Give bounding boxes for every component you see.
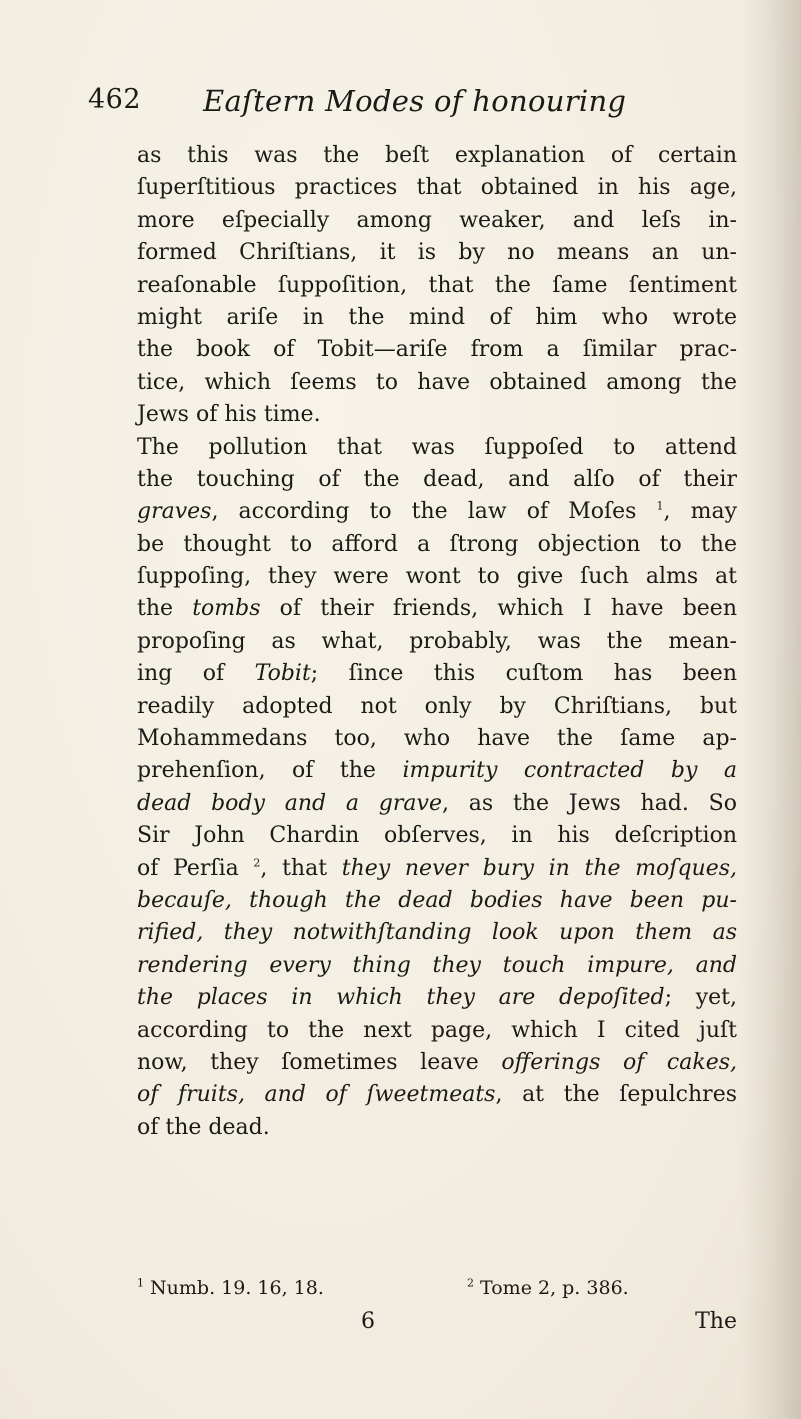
footnote-ref-2: 2 <box>253 856 261 870</box>
text-line: of the dead. <box>137 1114 270 1140</box>
page-foot <box>137 1309 737 1341</box>
text-line: propoſing as what, probably, was the mean- <box>137 628 737 654</box>
text-line: the touching of the dead, and alſo of their <box>137 466 737 492</box>
text-line: of Perſia $^2$, that they never bury in the moſques, <box>137 855 737 881</box>
text-line: becauſe, though the dead bodies have been pu- <box>137 887 737 913</box>
page-number: 462 <box>88 84 142 115</box>
text-line: according to the next page, which I cited juſt <box>137 1017 737 1043</box>
text-line: reaſonable ſuppoſition, that the ſame ſentiment <box>137 272 737 298</box>
text-line: readily adopted not only by Chriſtians, but <box>137 693 737 719</box>
footnote-ref-1: 1 <box>656 499 664 513</box>
text-line: the places in which they are depoſited; yet, <box>137 985 738 1011</box>
text-line: more eſpecially among weaker, and leſs in- <box>137 207 737 233</box>
text-line: Sir John Chardin obſerves, in his deſcription <box>137 823 737 849</box>
text-line: the tombs of their friends, which I have been <box>137 596 737 622</box>
footnote-1: $^1$ Numb. 19. 16, 18. <box>137 1276 324 1299</box>
page-header <box>88 84 688 124</box>
text-line: prehenſion, of the impurity contracted by a <box>137 758 737 784</box>
text-line: Mohammedans too, who have the ſame ap- <box>137 726 737 752</box>
text-line: rendering every thing they touch impure, and <box>137 952 737 978</box>
text-line: the book of Tobit—ariſe from a ſimilar prac- <box>137 337 737 363</box>
text-line: might ariſe in the mind of him who wrote <box>137 304 737 330</box>
text-line: Jews of his time. <box>137 402 321 428</box>
text-line: ſuppoſing, they were wont to give ſuch alms at <box>137 564 737 590</box>
text-line: now, they ſometimes leave offerings of cakes, <box>137 1049 737 1075</box>
text-line: dead body and a grave, as the Jews had. So <box>137 790 737 816</box>
text-line: formed Chriſtians, it is by no means an un- <box>137 240 737 266</box>
text-line: graves, according to the law of Moſes $^1$, may <box>137 499 737 525</box>
text-line: as this was the beſt explanation of certain <box>137 143 737 168</box>
signature-mark: 6 <box>361 1309 375 1334</box>
text-line: The pollution that was ſuppoſed to attend <box>137 434 737 460</box>
text-line: rified, they notwithſtanding look upon them as <box>137 920 737 946</box>
text-line: of fruits, and of ſweetmeats, at the ſepulchres <box>137 1082 737 1108</box>
footnote-2: $^2$ Tome 2, p. 386. <box>467 1276 629 1299</box>
footnotes <box>137 1277 737 1307</box>
text-line: be thought to afford a ſtrong objection to the <box>137 531 737 557</box>
text-line: ing of Tobit; ſince this cuſtom has been <box>137 661 737 687</box>
catchword: The <box>695 1309 737 1334</box>
text-line: ſuperſtitious practices that obtained in his age, <box>137 175 737 201</box>
running-head: Eaſtern Modes of honouring <box>203 84 627 118</box>
text-line: tice, which ſeems to have obtained among the <box>137 369 737 395</box>
body-text <box>137 140 737 1144</box>
